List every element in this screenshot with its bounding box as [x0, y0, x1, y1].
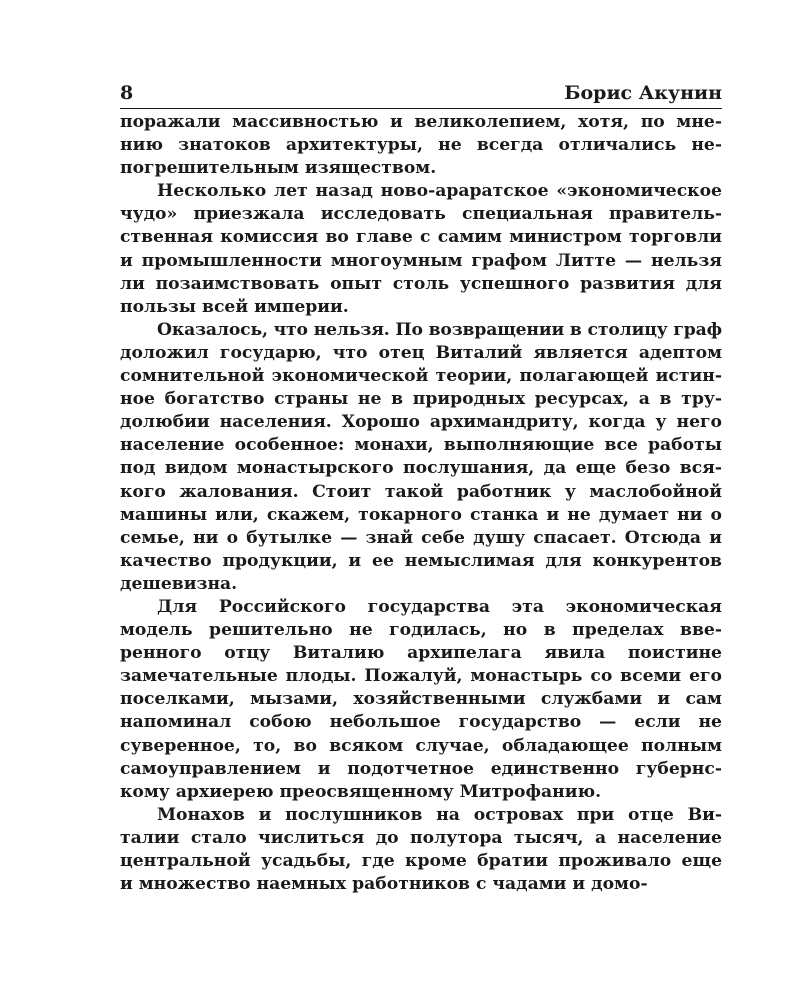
text-line: доложил государю, что отец Виталий является адептом — [120, 342, 722, 363]
text-line: Несколько лет назад ново-араратское «экономическое — [157, 181, 722, 202]
paragraph — [120, 596, 722, 804]
text-line: самоуправлением и подотчетное единственно губернс- — [120, 758, 722, 779]
text-line: долюбии населения. Хорошо архимандриту, когда у него — [120, 412, 722, 433]
text-line: чудо» приезжала исследовать специальная правитель- — [120, 204, 722, 225]
text-line: машины или, скажем, токарного станка и не думает ни о — [120, 504, 722, 525]
text-line: под видом монастырского послушания, да еще безо вся- — [120, 458, 722, 479]
text-line: напоминал собою небольшое государство — если не — [120, 712, 722, 733]
text-line: ное богатство страны не в природных ресурсах, а в тру- — [120, 389, 722, 410]
paragraph — [120, 319, 722, 596]
text-line: поселками, мызами, хозяйственными службами и сам — [120, 689, 722, 710]
text-line: и множество наемных работников с чадами и домо- — [120, 874, 648, 895]
text-line: население особенное: монахи, выполняющие все работы — [120, 435, 722, 456]
paragraph — [120, 804, 722, 896]
text-line: семье, ни о бутылке — знай себе душу спасает. Отсюда и — [120, 527, 722, 548]
text-line: модель решительно не годилась, но в пределах вве- — [120, 620, 722, 641]
text-line: талии стало числиться до полутора тысяч, а население — [120, 827, 722, 848]
text-line: сомнительной экономической теории, полагающей истин- — [120, 366, 722, 387]
text-line: дешевизна. — [120, 573, 238, 594]
text-line: ли позаимствовать опыт столь успешного развития для — [120, 273, 722, 294]
author-name: Борис Акунин — [564, 82, 722, 104]
text-line: центральной усадьбы, где кроме братии проживало еще — [120, 851, 722, 871]
paragraph — [120, 180, 722, 319]
text-line: ренного отцу Виталию архипелага явила поистине — [120, 643, 722, 664]
book-page — [120, 78, 722, 896]
text-line: поражали массивностью и великолепием, хотя, по мне- — [120, 112, 722, 132]
paragraph — [120, 111, 722, 180]
text-line: качество продукции, и ее немыслимая для конкурентов — [120, 550, 722, 571]
text-line: погрешительным изяществом. — [120, 158, 437, 179]
text-line: кого жалования. Стоит такой работник у маслобойной — [120, 481, 722, 502]
running-header — [120, 78, 722, 109]
text-line: Монахов и послушников на островах при отце Ви- — [157, 804, 722, 825]
text-line: суверенное, то, во всяком случае, обладающее полным — [120, 735, 722, 756]
text-line: нию знатоков архитектуры, не всегда отличались не- — [120, 135, 722, 156]
text-line: пользы всей империи. — [120, 296, 349, 317]
text-line: Для Российского государства эта экономическая — [157, 596, 722, 617]
text-line: и промышленности многоумным графом Литте — нельзя — [120, 250, 722, 271]
text-line: ственная комиссия во главе с самим министром торговли — [120, 227, 722, 248]
text-line: Оказалось, что нельзя. По возвращении в столицу граф — [157, 319, 722, 340]
body-text — [120, 111, 722, 896]
page-number: 8 — [120, 82, 134, 104]
text-line: кому архиерею преосвященному Митрофанию. — [120, 781, 602, 802]
text-line: замечательные плоды. Пожалуй, монастырь со всеми его — [120, 666, 722, 687]
